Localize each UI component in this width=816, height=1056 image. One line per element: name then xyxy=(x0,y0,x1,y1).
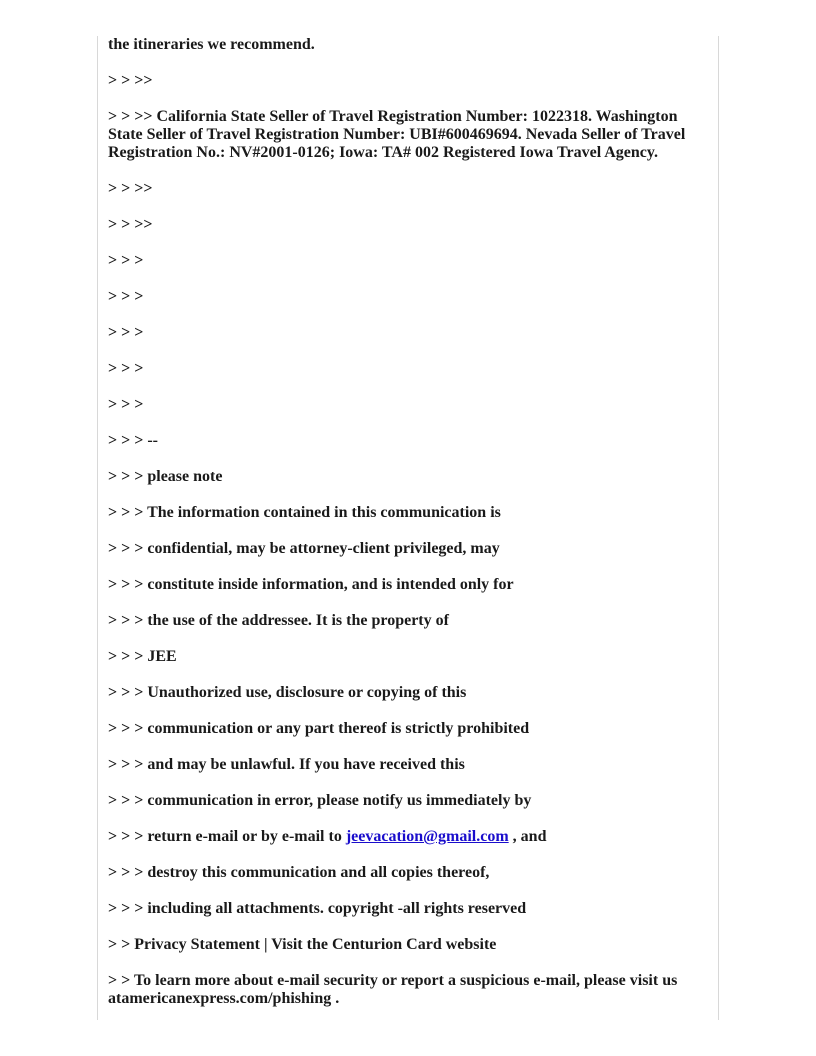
signature-separator: > > > -- xyxy=(108,432,159,449)
text-line: > > >> xyxy=(108,216,153,233)
registration-paragraph: > > >> California State Seller of Travel Registration Number: 1022318. Washington State Seller of Travel Registration Number: UBI#600469694. Nevada Seller of Travel Registration No.: NV#2001-0126; Iowa: TA# 002 Registered Iowa Travel Agency. xyxy=(108,108,686,161)
disclaimer-line: > > > and may be unlawful. If you have received this xyxy=(108,756,465,773)
text-line: > > > xyxy=(108,252,144,269)
text-line: > > > xyxy=(108,324,144,341)
email-contact-line xyxy=(108,828,708,846)
disclaimer-line: > > > JEE xyxy=(108,648,177,665)
disclaimer-line: > > > confidential, may be attorney-client privileged, may xyxy=(108,540,500,557)
disclaimer-line: > > > communication or any part thereof is strictly prohibited xyxy=(108,720,530,737)
disclaimer-line: > > > the use of the addressee. It is the property of xyxy=(108,612,449,629)
email-link[interactable]: jeevacation@gmail.com xyxy=(345,828,509,845)
disclaimer-line: > > > destroy this communication and all copies thereof, xyxy=(108,864,490,881)
disclaimer-line: > > > The information contained in this communication is xyxy=(108,504,501,521)
text-line: > > >> xyxy=(108,180,153,197)
disclaimer-line: > > > please note xyxy=(108,468,223,485)
disclaimer-line: > > > communication in error, please notify us immediately by xyxy=(108,792,532,809)
email-line-prefix: > > > return e-mail or by e-mail to xyxy=(108,828,346,845)
privacy-statement-line: > > Privacy Statement | Visit the Centurion Card website xyxy=(108,936,497,953)
disclaimer-line: > > > including all attachments. copyright -all rights reserved xyxy=(108,900,527,917)
security-notice-line: > > To learn more about e-mail security or report a suspicious e-mail, please visit us atamericanexpress.com/phishing . xyxy=(108,972,678,1007)
text-line: the itineraries we recommend. xyxy=(108,36,315,53)
disclaimer-line: > > > constitute inside information, and is intended only for xyxy=(108,576,514,593)
text-line: > > >> xyxy=(108,72,153,89)
text-line: > > > xyxy=(108,360,144,377)
text-line: > > > xyxy=(108,288,144,305)
email-line-suffix: , and xyxy=(508,828,547,845)
text-line: > > > xyxy=(108,396,144,413)
disclaimer-line: > > > Unauthorized use, disclosure or copying of this xyxy=(108,684,467,701)
email-body xyxy=(108,36,708,1026)
